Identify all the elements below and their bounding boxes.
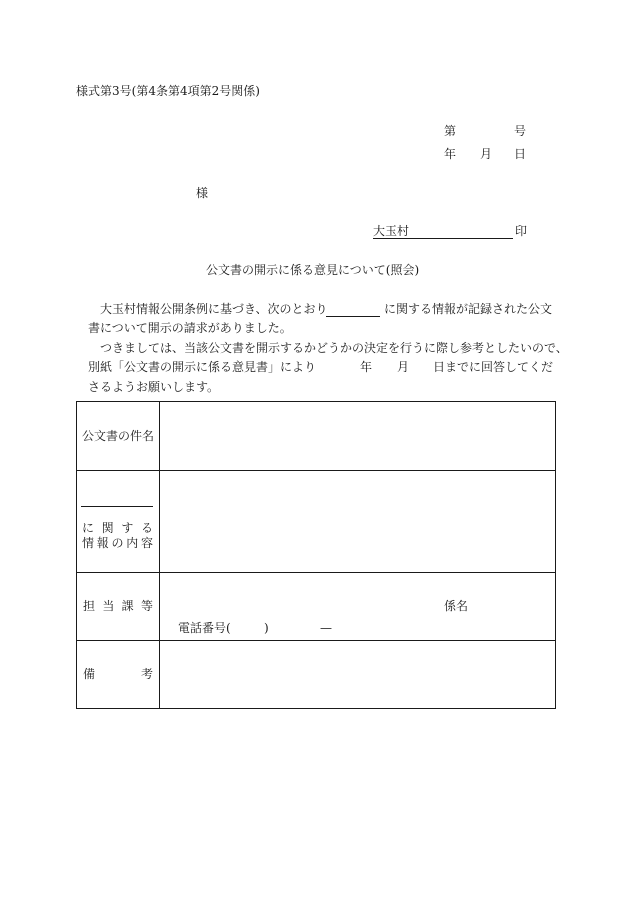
row-label-subject-cell <box>77 402 160 471</box>
row-label-remarks: 備 考 <box>83 667 153 681</box>
document-number-prefix: 第 <box>444 124 457 138</box>
inquiry-form-table <box>76 401 556 709</box>
table-row-content <box>77 471 556 573</box>
table-row-remarks <box>77 641 556 709</box>
content-label-blank-underline <box>81 506 153 507</box>
body-paragraph-1-start: 大玉村情報公開条例に基づき、次のとおり <box>100 302 328 316</box>
row-label-document-subject: 公文書の件名 <box>82 429 155 443</box>
document-subject-field[interactable] <box>160 402 556 471</box>
addressee-honorific: 様 <box>196 186 209 200</box>
sender-village-name: 大玉村 <box>373 224 410 238</box>
department-field[interactable] <box>160 573 556 641</box>
body-paragraph-2-end: さるようお願いします。 <box>88 380 220 394</box>
deadline-day-text: 日までに回答してくだ <box>433 360 554 374</box>
row-label-content-cell <box>77 471 160 573</box>
row-label-department-cell <box>77 573 160 641</box>
deadline-year-label: 年 <box>360 360 373 374</box>
row-label-department: 担 当 課 等 <box>83 599 153 613</box>
deadline-month-label: 月 <box>397 360 410 374</box>
row-label-content-line2: 情 報 の 内 容 <box>82 536 153 550</box>
date-month-label: 月 <box>480 147 493 161</box>
information-content-field[interactable] <box>160 471 556 573</box>
sender-name-underline <box>373 238 513 239</box>
phone-number-dash: — <box>320 621 332 635</box>
body-paragraph-2-start: つきましては、当該公文書を開示するかどうかの決定を行うに際し参考としたいので、 <box>100 341 568 355</box>
date-year-label: 年 <box>444 147 457 161</box>
document-number-suffix: 号 <box>514 124 527 138</box>
date-day-label: 日 <box>514 147 527 161</box>
document-title: 公文書の開示に係る意見について(照会) <box>206 263 420 277</box>
table-row-subject <box>77 402 556 471</box>
body-paragraph-1-end: 書について開示の請求がありました。 <box>88 321 292 335</box>
phone-number-label: 電話番号( <box>178 621 231 635</box>
row-label-remarks-cell <box>77 641 160 709</box>
form-number-label: 様式第3号(第4条第4項第2号関係) <box>76 84 260 98</box>
subject-blank-underline <box>326 316 380 317</box>
remarks-field[interactable] <box>160 641 556 709</box>
section-name-label: 係名 <box>444 599 469 613</box>
body-paragraph-2-form-ref: 別紙「公文書の開示に係る意見書」により <box>88 360 317 374</box>
phone-area-close-paren: ) <box>264 621 269 635</box>
body-paragraph-1-mid: に関する情報が記録された公文 <box>384 302 553 316</box>
row-label-content-line1: に 関 す る <box>82 521 153 535</box>
table-row-department <box>77 573 556 641</box>
seal-mark: 印 <box>515 224 528 238</box>
